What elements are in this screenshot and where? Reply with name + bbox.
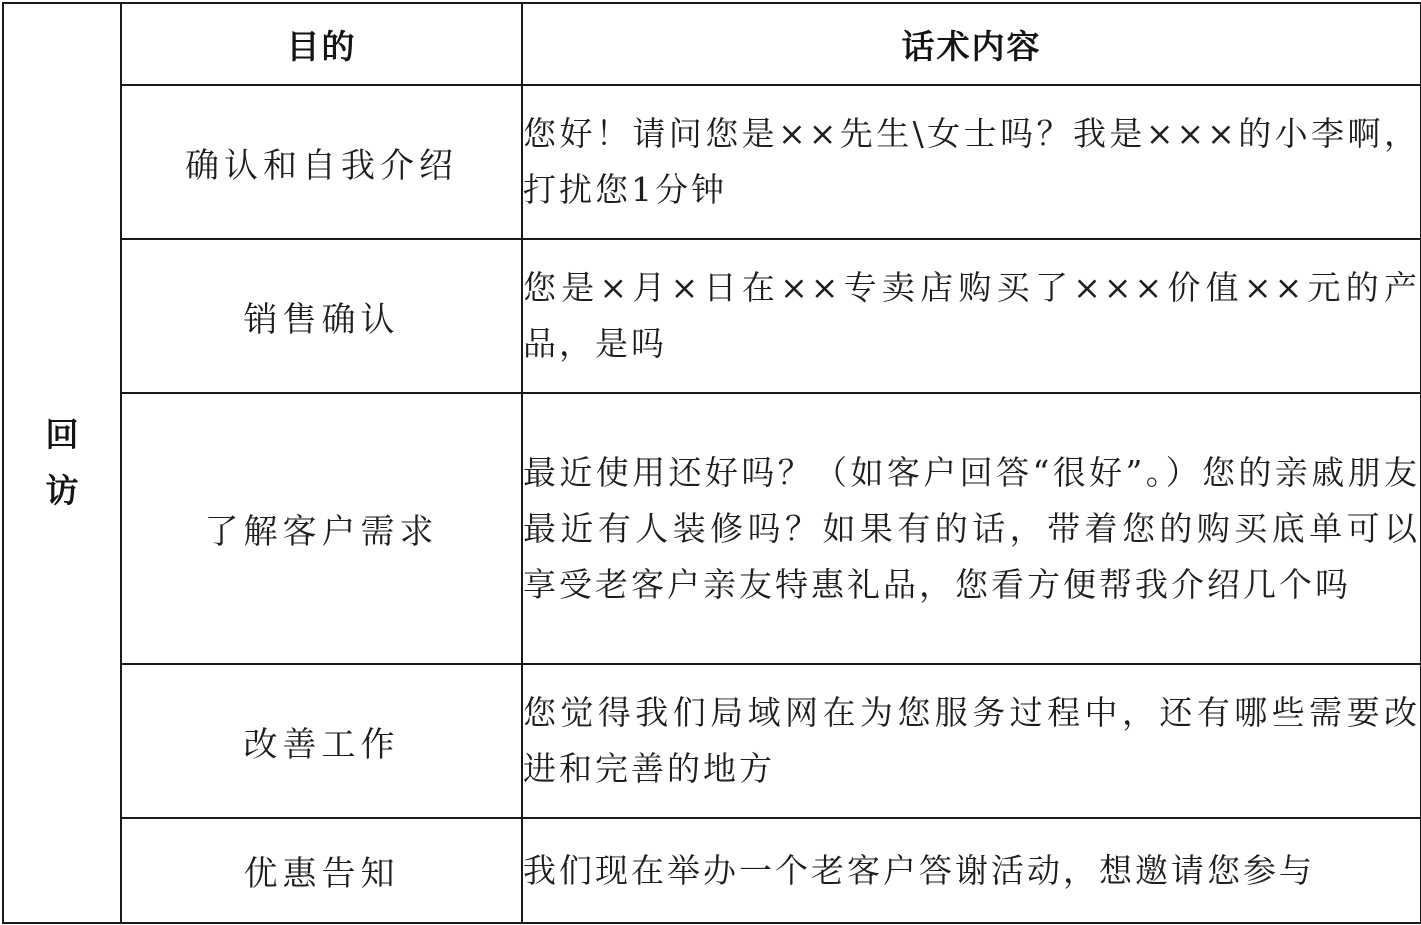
table-header-row (3, 3, 1421, 85)
purpose-cell: 改善工作 (121, 664, 522, 818)
content-cell (522, 818, 1421, 923)
content-cell (522, 85, 1421, 239)
section-label-cell (3, 3, 121, 923)
content-text: 我们现在举办一个老客户答谢活动，想邀请您参与 (523, 850, 1315, 890)
purpose-column-header: 目的 (121, 3, 522, 85)
purpose-cell: 销售确认 (121, 239, 522, 393)
purpose-cell: 确认和自我介绍 (121, 85, 522, 239)
content-cell (522, 239, 1421, 393)
table-row (3, 393, 1421, 664)
section-label-char-2: 访 (45, 471, 79, 510)
purpose-cell: 了解客户需求 (121, 393, 522, 664)
purpose-cell: 优惠告知 (121, 818, 522, 923)
content-text: 您觉得我们局域网在为您服务过程中，还有哪些需要改进和完善的地方 (523, 693, 1420, 788)
table-row (3, 85, 1421, 239)
table-row (3, 664, 1421, 818)
content-cell (522, 664, 1421, 818)
callback-script-table (2, 2, 1421, 924)
content-column-header: 话术内容 (522, 3, 1421, 85)
content-cell (522, 393, 1421, 664)
content-text: 您好！请问您是××先生\女士吗？我是×××的小李啊，打扰您1分钟 (523, 114, 1420, 209)
content-text: 您是×月×日在××专卖店购买了×××价值××元的产品，是吗 (523, 268, 1420, 363)
content-text: 最近使用还好吗？（如客户回答“很好”。）您的亲戚朋友最近有人装修吗？如果有的话，带着您的购买底单可以享受老客户亲友特惠礼品，您看方便帮我介绍几个吗 (523, 452, 1420, 604)
section-label-char-1: 回 (45, 415, 79, 454)
table-row (3, 818, 1421, 923)
table-row (3, 239, 1421, 393)
